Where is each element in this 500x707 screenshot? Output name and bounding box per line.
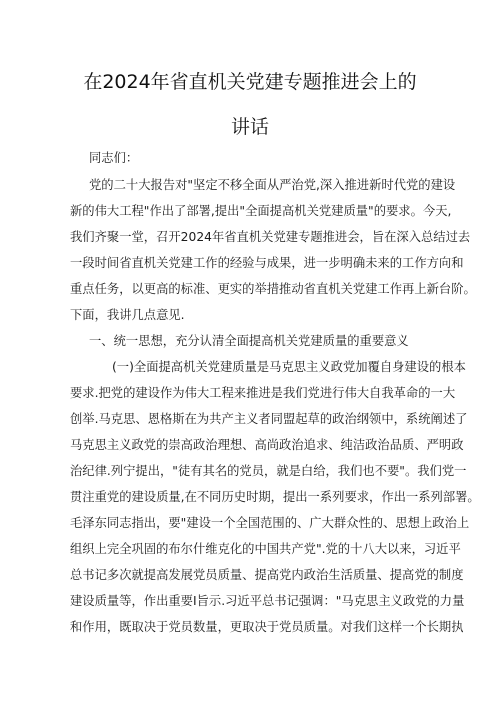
paragraph-line: 我们齐聚一堂，召开2024年省直机关党建专题推进会，旨在深入总结过去 — [70, 230, 471, 244]
paragraph-line: 要求.把党的建设作为伟大工程来推进是我们党进行伟大自我革命的一大 — [70, 386, 456, 400]
paragraph-line: 重点任务，以更高的标准、更实的举措推动省直机关党建工作再上新台阶。 — [70, 282, 476, 296]
paragraph-line: 马克思主义政党的崇高政治理想、高尚政治追求、纯洁政治品质、严明政 — [70, 438, 464, 452]
salutation: 同志们： — [89, 151, 139, 165]
paragraph-line: 党的二十大报告对"坚定不移全面从严治党,深入推进新时代党的建设 — [89, 178, 456, 192]
document-title-line-1: 在2024年省直机关党建专题推进会上的 — [83, 71, 417, 93]
paragraph-line: 下面，我讲几点意见. — [70, 308, 185, 322]
section-heading: 一、统一思想，充分认清全面提高机关党建质量的重要意义 — [89, 334, 409, 348]
paragraph-line: 贯注重党的建设质量,在不同历史时期，提出一系列要求，作出一系列部署。 — [70, 490, 480, 504]
paragraph-line: 和作用，既取决于党员数量，更取决于党员质量。对我们这样一个长期执 — [70, 620, 464, 634]
paragraph-line: 总书记多次就提高发展党员质量、提高党内政治生活质量、提高党的制度 — [70, 568, 464, 582]
document-title-line-2: 讲话 — [230, 116, 269, 138]
paragraph-line: 创举.马克思、恩格斯在为共产主义者同盟起草的政治纲领中，系统阐述了 — [70, 412, 468, 426]
paragraph-line: 组织上完全巩固的布尔什维克化的中国共产党".党的十八大以来，习近平 — [70, 542, 461, 556]
paragraph-line: 新的伟大工程"作出了部署,提出"全面提高机关党建质量"的要求。今天, — [70, 204, 452, 218]
paragraph-line: 建设质量等，作出重要I旨示.习近平总书记强调："马克思主义政党的力量 — [70, 594, 465, 608]
paragraph-line: 治纪律.列宁提出，"徒有其名的党员，就是白给，我们也不要"。我们党一 — [70, 464, 467, 478]
paragraph-line: 毛泽东同志指出，要"建设一个全国范围的、广大群众性的、思想上政治上 — [70, 516, 470, 530]
subsection-heading: (一)全面提高机关党建质量是马克思主义政党加覆自身建设的根本 — [112, 360, 466, 374]
paragraph-line: 一段时间省直机关党建工作的经验与成果，进一步明确未来的工作方向和 — [70, 256, 464, 270]
